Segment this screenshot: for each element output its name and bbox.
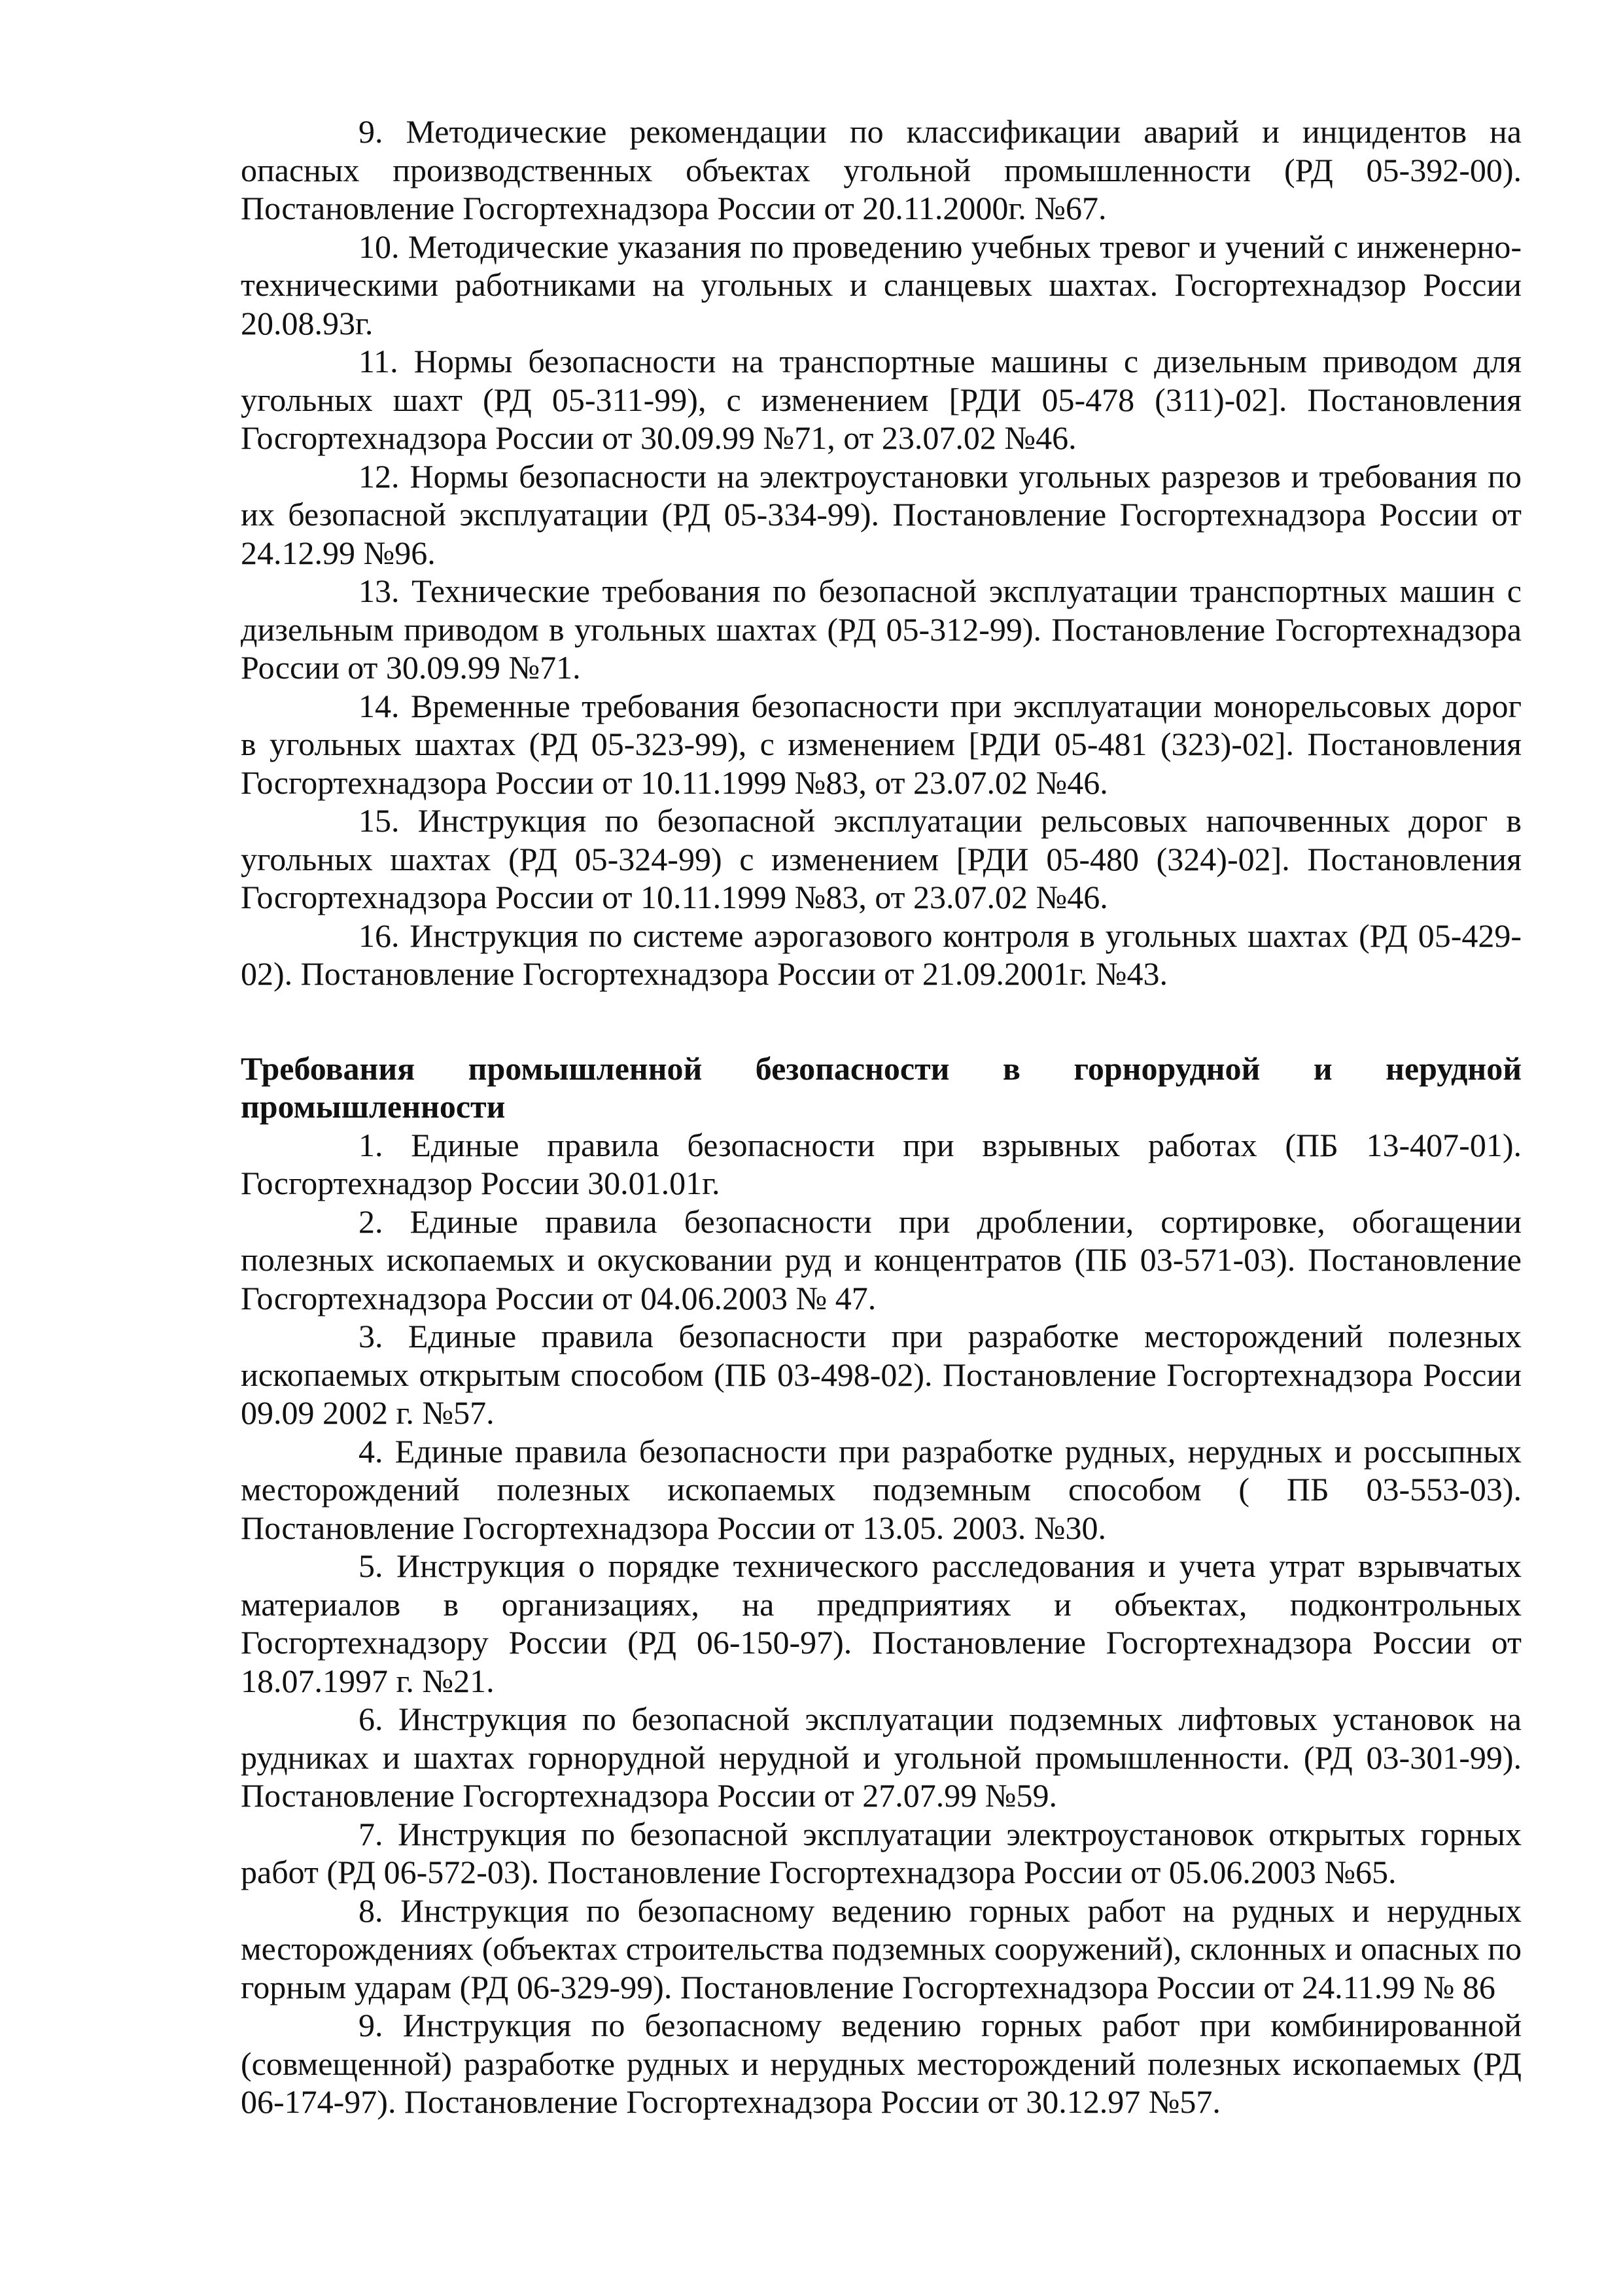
list-item: 14. Временные требования безопасности при эксплуатации монорельсовых дорог в угольных шахтах (РД 05-323-99), с изменением [РДИ 05-481 (323)-02]. Постановления Госгортехнадзора России от 10.11.1999 №83, от 23.07.02 №46. <box>241 687 1522 801</box>
list-item: 3. Единые правила безопасности при разработке месторождений полезных ископаемых открытым способом (ПБ 03-498-02). Постановление Госгортехнадзора России 09.09 2002 г. №57. <box>241 1318 1522 1431</box>
list-item: 7. Инструкция по безопасной эксплуатации электроустановок открытых горных работ (РД 06-572-03). Постановление Госгортехнадзора России от 05.06.2003 №65. <box>241 1815 1522 1890</box>
list-item: 1. Единые правила безопасности при взрывных работах (ПБ 13-407-01). Госгортехнадзор России 30.01.01г. <box>241 1126 1522 1201</box>
section-spacer <box>241 993 1522 1050</box>
list-item: 2. Единые правила безопасности при дроблении, сортировке, обогащении полезных ископаемых и окусковании руд и концентратов (ПБ 03-571-03). Постановление Госгортехнадзора России от 04.06.2003 № 47. <box>241 1203 1522 1316</box>
list-item: 15. Инструкция по безопасной эксплуатации рельсовых напочвенных дорог в угольных шахтах (РД 05-324-99) с изменением [РДИ 05-480 (324)-02]. Постановления Госгортехнадзора России от 10.11.1999 №83, от 23.07.02 №46. <box>241 802 1522 915</box>
list-item: 13. Технические требования по безопасной эксплуатации транспортных машин с дизельным приводом в угольных шахтах (РД 05-312-99). Постановление Госгортехнадзора России от 30.09.99 №71. <box>241 573 1522 686</box>
list-item: 9. Инструкция по безопасному ведению горных работ при комбинированной (совмещенной) разработке рудных и нерудных месторождений полезных ископаемых (РД 06-174-97). Постановление Госгортехнадзора России от 30.12.97 №57. <box>241 2007 1522 2120</box>
list-item: 16. Инструкция по системе аэрогазового контроля в угольных шахтах (РД 05-429-02). Постановление Госгортехнадзора России от 21.09.2001г. №43. <box>241 917 1522 992</box>
list-item: 4. Единые правила безопасности при разработке рудных, нерудных и россыпных месторождений полезных ископаемых подземным способом ( ПБ 03-553-03). Постановление Госгортехнадзора России от 13.05. 2003. №30. <box>241 1432 1522 1546</box>
list-item: 6. Инструкция по безопасной эксплуатации подземных лифтовых установок на рудниках и шахтах горнорудной нерудной и угольной промышленности. (РД 03-301-99). Постановление Госгортехнадзора России от 27.07.99 №59. <box>241 1701 1522 1814</box>
document-page <box>241 113 1522 2121</box>
list-item: 11. Нормы безопасности на транспортные машины с дизельным приводом для угольных шахт (РД 05-311-99), с изменением [РДИ 05-478 (311)-02]. Постановления Госгортехнадзора России от 30.09.99 №71, от 23.07.02 №46. <box>241 343 1522 456</box>
list-item: 10. Методические указания по проведению учебных тревог и учений с инженерно-техническими работниками на угольных и сланцевых шахтах. Госгортехнадзор России 20.08.93г. <box>241 228 1522 342</box>
list-item: 8. Инструкция по безопасному ведению горных работ на рудных и нерудных месторождениях (объектах строительства подземных сооружений), склонных и опасных по горным ударам (РД 06-329-99). Постановление Госгортехнадзора России от 24.11.99 № 86 <box>241 1892 1522 2005</box>
list-item: 5. Инструкция о порядке технического расследования и учета утрат взрывчатых материалов в организациях, на предприятиях и объектах, подконтрольных Госгортехнадзору России (РД 06-150-97). Постановление Госгортехнадзора России от 18.07.1997 г. №21. <box>241 1547 1522 1699</box>
list-item: 12. Нормы безопасности на электроустановки угольных разрезов и требования по их безопасной эксплуатации (РД 05-334-99). Постановление Госгортехнадзора России от 24.12.99 №96. <box>241 457 1522 571</box>
section-heading: Требования промышленной безопасности в горнорудной и нерудной промышленности <box>241 1050 1522 1125</box>
list-item: 9. Методические рекомендации по классификации аварий и инцидентов на опасных производственных объектах угольной промышленности (РД 05-392-00). Постановление Госгортехнадзора России от 20.11.2000г. №67. <box>241 113 1522 226</box>
